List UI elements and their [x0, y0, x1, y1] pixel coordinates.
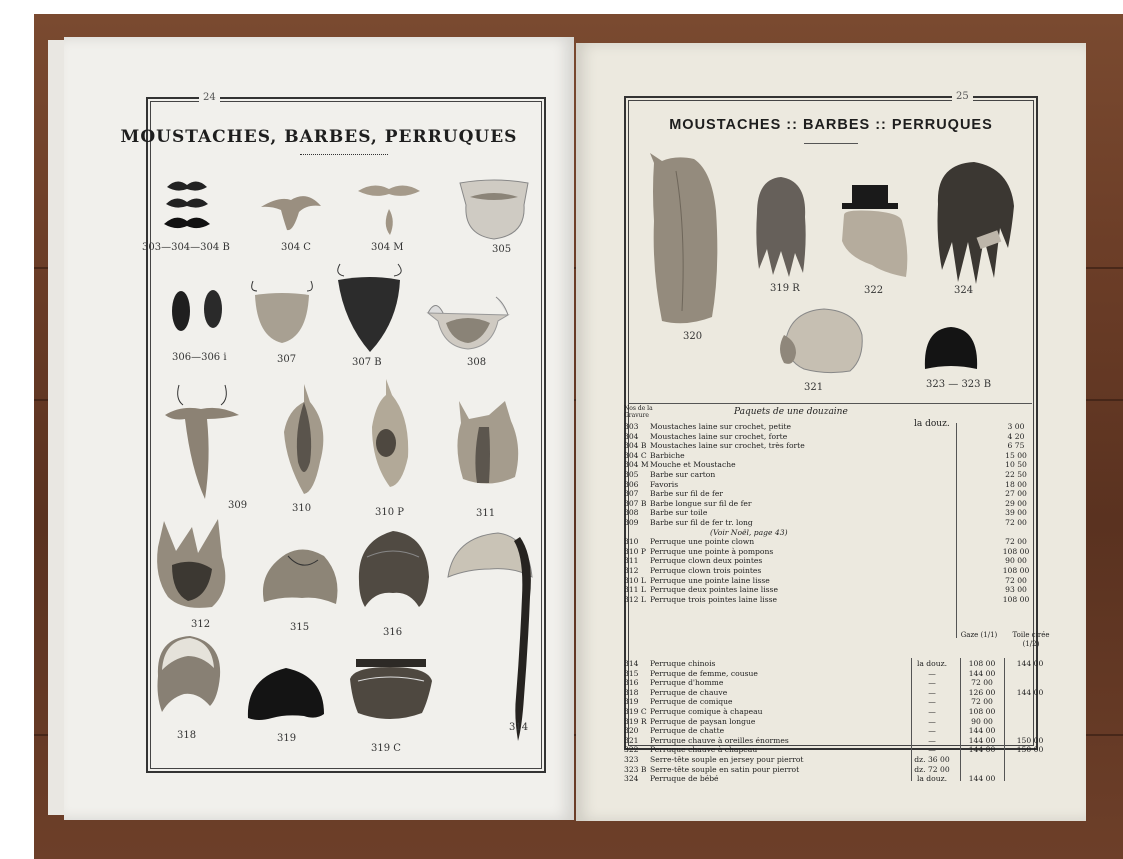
- womans-wig-figure: [258, 542, 343, 612]
- item-number: 324: [624, 774, 639, 784]
- item-price: 90 00: [1005, 556, 1027, 566]
- price-row: [624, 755, 1074, 765]
- left-page: [64, 37, 574, 820]
- price-row: [624, 726, 1074, 736]
- item-number: 322: [624, 745, 639, 755]
- item-number: 312: [624, 565, 639, 575]
- item-number: 323: [624, 754, 639, 764]
- item-price-gaze: 72 00: [971, 678, 993, 688]
- caption: 310 P: [375, 507, 404, 518]
- item-unit: —: [928, 678, 936, 688]
- gaze-header: Gaze (1/1): [960, 631, 998, 639]
- column-rule: [956, 423, 957, 638]
- bald-wig-figure: [148, 632, 228, 722]
- cat-wig-figure: [646, 151, 724, 331]
- price-row: [624, 659, 1074, 669]
- item-description: Perruque clown deux pointes: [650, 556, 763, 566]
- price-rows-section-b: [624, 659, 1074, 784]
- price-row: [624, 765, 1074, 775]
- item-number: 311: [624, 556, 639, 566]
- item-price-toile: 150 00: [1016, 735, 1044, 745]
- item-price-gaze: 126 00: [968, 687, 996, 697]
- item-unit: —: [928, 735, 936, 745]
- item-number: 321: [624, 735, 639, 745]
- page-number: 25: [952, 91, 973, 102]
- item-description: Serre-tête souple en jersey pour pierrot: [650, 754, 804, 764]
- price-row: [624, 480, 1074, 490]
- item-description: Perruque chauve à chapeau: [650, 745, 758, 755]
- item-number: 312 L: [624, 594, 646, 604]
- caption: 324: [954, 285, 974, 296]
- item-number: 304: [624, 431, 639, 441]
- item-price: 4 20: [1007, 431, 1025, 441]
- item-price: 72 00: [1005, 537, 1027, 547]
- item-price: 22 50: [1005, 469, 1027, 479]
- mans-wig-figure: [353, 527, 433, 612]
- caption: 318: [177, 730, 197, 741]
- caption: 319 C: [371, 743, 401, 754]
- item-number: 316: [624, 678, 639, 688]
- price-row: [624, 419, 1074, 432]
- item-description: Barbe sur fil de fer tr. long: [650, 517, 753, 527]
- price-row: [624, 669, 1074, 679]
- price-row: [624, 528, 1074, 538]
- sideburns-figure: [167, 287, 227, 337]
- price-row: [624, 576, 1074, 586]
- item-number: 307 B: [624, 498, 647, 508]
- caption: 307: [277, 354, 297, 365]
- price-row: [624, 460, 1074, 470]
- item-unit: —: [928, 706, 936, 716]
- item-number: 319 R: [624, 716, 647, 726]
- item-number: 314: [624, 659, 639, 668]
- item-description: Perruque une pointe clown: [650, 537, 755, 547]
- item-number: 315: [624, 668, 639, 678]
- table-top-rule: [628, 403, 1032, 404]
- caption: 315: [290, 622, 310, 633]
- item-description: Barbe longue sur fil de fer: [650, 498, 752, 508]
- caption: 314: [509, 722, 529, 733]
- item-unit: la douz.: [916, 659, 948, 668]
- price-row: [624, 432, 1074, 442]
- item-description: (Voir Noël, page 43): [710, 527, 788, 537]
- item-number: 319: [624, 697, 639, 707]
- price-row: [624, 441, 1074, 451]
- item-price-toile: 144 00: [1016, 659, 1044, 668]
- price-row: [624, 489, 1074, 499]
- bald-hat-wig-figure: [834, 181, 914, 281]
- price-row: [624, 774, 1074, 784]
- item-unit: —: [928, 726, 936, 736]
- item-number: 307: [624, 489, 639, 499]
- caption: 316: [383, 627, 403, 638]
- caption: 312: [191, 619, 211, 630]
- price-row: [624, 736, 1074, 746]
- comic-wig-figure: [244, 662, 329, 727]
- item-description: Perruque chauve à oreilles énormes: [650, 735, 789, 745]
- item-unit: —: [928, 745, 936, 755]
- item-price: 39 00: [1005, 508, 1027, 518]
- caption: 310: [292, 503, 312, 514]
- item-number: 310: [624, 537, 639, 547]
- item-price: 108 00: [1002, 546, 1030, 556]
- item-number: 323 B: [624, 764, 647, 774]
- item-number: 304 C: [624, 450, 647, 460]
- clown-wig-two-points-figure: [449, 397, 524, 492]
- item-unit: —: [928, 697, 936, 707]
- item-description: Barbe sur carton: [650, 469, 716, 479]
- item-price-gaze: 108 00: [968, 659, 996, 668]
- column-header-number: Nos de la Gravure: [624, 405, 653, 419]
- item-number: 303: [624, 422, 639, 431]
- caption: 308: [467, 357, 487, 368]
- item-price: 72 00: [1005, 517, 1027, 527]
- price-row: [624, 585, 1074, 595]
- item-description: Perruque d'homme: [650, 678, 724, 688]
- item-description: Perruque de femme, cousue: [650, 668, 758, 678]
- caption: 304 M: [371, 242, 404, 253]
- item-price-gaze: 108 00: [968, 706, 996, 716]
- item-number: 310 L: [624, 575, 646, 585]
- item-number: 309: [624, 517, 639, 527]
- item-number: 319 C: [624, 706, 647, 716]
- clown-wig-three-points-figure: [152, 517, 234, 612]
- item-price-gaze: 90 00: [971, 716, 993, 726]
- goatee-figure: [259, 182, 324, 237]
- chinese-wig-figure: [444, 527, 554, 747]
- right-page: [576, 43, 1086, 821]
- item-price: 72 00: [1005, 575, 1027, 585]
- item-number: 311 L: [624, 585, 646, 595]
- item-price: 6 75: [1007, 441, 1025, 451]
- item-description: Perruque une pointe à pompons: [650, 546, 774, 556]
- column-rule: [1004, 658, 1005, 781]
- item-price: 108 00: [1002, 594, 1030, 604]
- price-row: [624, 745, 1074, 755]
- price-row: [624, 537, 1074, 547]
- item-number: 305: [624, 469, 639, 479]
- item-description: Barbe sur toile: [650, 508, 708, 518]
- title-ornament: [804, 143, 858, 144]
- item-unit: la douz.: [916, 774, 948, 784]
- item-description: Moustaches laine sur crochet, petite: [650, 422, 792, 431]
- price-row: [624, 717, 1074, 727]
- item-unit: —: [928, 687, 936, 697]
- item-number: 310 P: [624, 546, 647, 556]
- title-underline: [300, 154, 388, 155]
- item-description: Perruque de chatte: [650, 726, 725, 736]
- price-row: [624, 518, 1074, 528]
- price-row: [624, 470, 1074, 480]
- price-row: [624, 688, 1074, 698]
- caption: 305: [492, 244, 512, 255]
- item-number: 320: [624, 726, 639, 736]
- section-header: Paquets de une douzaine: [734, 407, 848, 417]
- unit-header: la douz.: [914, 419, 950, 429]
- caption: 323 — 323 B: [926, 379, 992, 390]
- beard-wire-figure: [247, 277, 317, 347]
- column-rule: [960, 658, 961, 781]
- caption: 322: [864, 285, 884, 296]
- item-unit: —: [928, 716, 936, 726]
- bald-big-ears-figure: [776, 305, 866, 380]
- item-price: 27 00: [1005, 489, 1027, 499]
- page-number: 24: [199, 92, 220, 103]
- clown-wig-pompom-figure: [362, 377, 417, 492]
- item-price-gaze: 144 00: [968, 774, 996, 784]
- price-row: [624, 547, 1074, 557]
- item-description: Perruque comique à chapeau: [650, 706, 763, 716]
- item-price-gaze: 144 00: [968, 668, 996, 678]
- caption: 304 C: [281, 242, 311, 253]
- item-description: Perruque de paysan longue: [650, 716, 756, 726]
- item-description: Moustaches laine sur crochet, forte: [650, 431, 788, 441]
- item-description: Mouche et Moustache: [650, 460, 736, 470]
- page-title: MOUSTACHES :: BARBES :: PERRUQUES: [669, 117, 993, 133]
- item-description: Barbiche: [650, 450, 685, 460]
- item-price: 10 50: [1005, 460, 1027, 470]
- caption: 319 R: [770, 283, 800, 294]
- price-row: [624, 556, 1074, 566]
- item-unit: dz. 72 00: [914, 764, 950, 774]
- item-description: Perruque deux pointes laine lisse: [650, 585, 778, 595]
- item-description: Perruque trois pointes laine lisse: [650, 594, 778, 604]
- price-row: [624, 595, 1074, 605]
- price-row: [624, 707, 1074, 717]
- mouche-moustache-figure: [356, 179, 422, 241]
- long-beard-wire-figure: [332, 262, 407, 357]
- item-description: Barbe sur fil de fer: [650, 489, 723, 499]
- item-number: 304 B: [624, 441, 647, 451]
- moustache-figures: [162, 177, 212, 237]
- comic-hat-wig-figure: [344, 655, 436, 727]
- item-description: Perruque de bébé: [650, 774, 719, 784]
- item-number: 308: [624, 508, 639, 518]
- beard-on-card-figure: [456, 177, 531, 242]
- item-price-toile: 144 00: [1016, 687, 1044, 697]
- very-long-beard-figure: [161, 379, 243, 504]
- item-description: Favoris: [650, 479, 679, 489]
- item-description: Perruque chinois: [650, 659, 716, 668]
- beard-on-cloth-figure: [426, 289, 511, 354]
- item-description: Serre-tête souple en satin pour pierrot: [650, 764, 800, 774]
- item-price-gaze: 144 00: [968, 735, 996, 745]
- column-rule: [911, 658, 912, 781]
- caption: 311: [476, 508, 496, 519]
- item-price: 15 00: [1005, 450, 1027, 460]
- price-row: [624, 697, 1074, 707]
- price-rows-section-a: [624, 419, 1074, 604]
- peasant-wig-figure: [751, 173, 811, 283]
- item-price: 3 00: [1007, 422, 1025, 431]
- price-row: [624, 451, 1074, 461]
- item-price: 93 00: [1005, 585, 1027, 595]
- pierrot-skullcap-figure: [921, 323, 981, 373]
- price-row: [624, 499, 1074, 509]
- item-price: 108 00: [1002, 565, 1030, 575]
- item-description: Perruque clown trois pointes: [650, 565, 762, 575]
- item-number: 304 M: [624, 460, 649, 470]
- page-title: MOUSTACHES, BARBES, PERRUQUES: [120, 127, 518, 147]
- toile-header: Toile cirée (1/2): [1012, 631, 1050, 648]
- item-price: 29 00: [1005, 498, 1027, 508]
- caption: 319: [277, 733, 297, 744]
- caption: 321: [804, 382, 824, 393]
- price-row: [624, 508, 1074, 518]
- item-price-toile: 150 00: [1016, 745, 1044, 755]
- item-description: Perruque de comique: [650, 697, 733, 707]
- item-number: 306: [624, 479, 639, 489]
- caption: 307 B: [352, 357, 382, 368]
- item-unit: dz. 36 00: [914, 754, 950, 764]
- item-price-gaze: 144 00: [968, 726, 996, 736]
- item-price-gaze: 144 00: [968, 745, 996, 755]
- item-price-gaze: 72 00: [971, 697, 993, 707]
- baby-wig-figure: [928, 158, 1020, 288]
- item-description: Perruque une pointe laine lisse: [650, 575, 770, 585]
- caption: 309: [228, 500, 248, 511]
- clown-wig-one-point-figure: [274, 382, 334, 497]
- caption: 320: [683, 331, 703, 342]
- price-row: [624, 678, 1074, 688]
- item-price: 18 00: [1005, 479, 1027, 489]
- item-number: 318: [624, 687, 639, 697]
- price-row: [624, 566, 1074, 576]
- caption: 306—306 i: [172, 352, 227, 363]
- caption: 303—304—304 B: [142, 242, 230, 253]
- item-description: Perruque de chauve: [650, 687, 728, 697]
- item-description: Moustaches laine sur crochet, très forte: [650, 441, 805, 451]
- item-unit: —: [928, 668, 936, 678]
